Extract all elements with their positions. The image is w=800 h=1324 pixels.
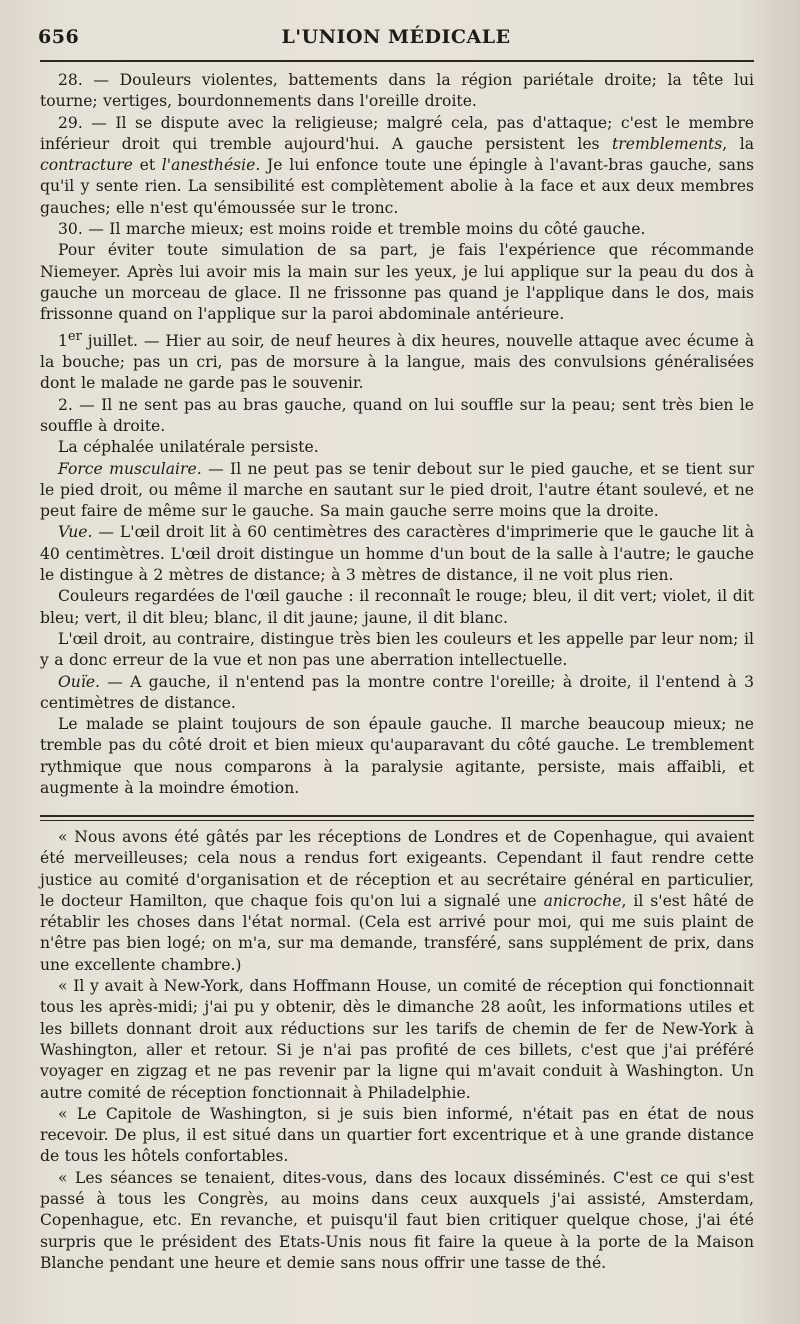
paragraph: « Le Capitole de Washington, si je suis bien informé, n'était pas en état de nous recevoir. De plus, il est situé dans un quartier fort excentrique et à une grande distance de tous les hôtels confortables. [40, 1104, 754, 1166]
letter-section [40, 827, 754, 1274]
paragraph: 1er juillet. — Hier au soir, de neuf heures à dix heures, nouvelle attaque avec écume à la bouche; pas un cri, pas de morsure à la langue, mais des convulsions généralisées dont le malade ne garde pas le souvenir. [40, 328, 754, 393]
running-header [38, 26, 754, 54]
paragraph: « Il y avait à New-York, dans Hoffmann House, un comité de réception qui fonctionnait tous les après-midi; j'ai pu y obtenir, dès le dimanche 28 août, les informations utiles et les billets donnant droit aux réductions sur les tarifs de chemin de fer de New-York à Washington, aller et retour. Si je n'ai pas profité de ces billets, c'est que j'ai préféré voyager en zigzag et ne pas revenir par la ligne qui m'avait conduit à Washington. Un autre comité de réception fonctionnait à Philadelphie. [40, 977, 754, 1102]
paragraph: 30. — Il marche mieux; est moins roide et tremble moins du côté gauche. [58, 220, 646, 239]
paragraph: 29. — Il se dispute avec la religieuse; malgré cela, pas d'attaque; c'est le membre inférieur droit qui tremble aujourd'hui. A gauche persistent les tremblements, la contracture et l'anesthésie. Je lui enfonce toute une épingle à l'avant-bras gauche, sans qu'il y sente rien. La sensibilité est complètement abolie à la face et aux deux membres gauches; elle n'est qu'émoussée sur le tronc. [40, 113, 754, 217]
paragraph: Pour éviter toute simulation de sa part, je fais l'expérience que récommande Niemeyer. Après lui avoir mis la main sur les yeux, je lui applique sur la peau du dos à gauche un morceau de glace. Il ne frissonne pas quand je l'applique dans le dos, mais frissonne quand on l'applique sur la paroi abdominale antérieure. [40, 241, 754, 324]
section-divider [40, 815, 754, 821]
paragraph: « Les séances se tenaient, dites-vous, dans des locaux disséminés. C'est ce qui s'est passé à tous les Congrès, au moins dans ceux auxquels j'ai assisté, Amsterdam, Copenhague, etc. En revanche, et puisqu'il faut bien critiquer quelque chose, j'ai été surpris que le président des Etats-Unis nous fit faire la queue à la porte de la Maison Blanche pendant une heure et demie sans nous offrir une tasse de thé. [40, 1168, 754, 1272]
paragraph: « Nous avons été gâtés par les réceptions de Londres et de Copenhague, qui avaient été merveilleuses; cela nous a rendus fort exigeants. Cependant il faut rendre cette justice au comité d'organisation et de réception et au secrétaire général en particulier, le docteur Hamilton, que chaque fois qu'on lui a signalé une anicroche, il s'est hâté de rétablir les choses dans l'état normal. (Cela est arrivé pour moi, qui me suis plaint de n'être pas bien logé; on m'a, sur ma demande, transféré, sans supplément de prix, dans une excellente chambre.) [40, 828, 754, 974]
journal-title: L'UNION MÉDICALE [281, 26, 511, 48]
case-observation-section [40, 70, 754, 799]
paragraph: 2. — Il ne sent pas au bras gauche, quand on lui souffle sur la peau; sent très bien le souffle à droite. [40, 395, 754, 435]
paragraph: Vue. — L'œil droit lit à 60 centimètres des caractères d'imprimerie que le gauche lit à 40 centimètres. L'œil droit distingue un homme d'un bout de la salle à l'autre; le gauche le distingue à 2 mètres de distance; à 3 mètres de distance, il ne voit plus rien. [40, 523, 754, 585]
page-number: 656 [38, 26, 80, 48]
header-rule [40, 60, 754, 62]
paragraph: Le malade se plaint toujours de son épaule gauche. Il marche beaucoup mieux; ne tremble pas du côté droit et bien mieux qu'auparavant du côté gauche. Le tremblement rythmique que nous comparons à la paralysie agitante, persiste, mais affaibli, et augmente à la moindre émotion. [40, 715, 754, 797]
paragraph: Force musculaire. — Il ne peut pas se tenir debout sur le pied gauche, et se tient sur le pied droit, ou même il marche en sautant sur le pied droit, l'autre étant soulevé, et ne peut faire de même sur le gauche. Sa main gauche serre moins que la droite. [40, 459, 755, 521]
paragraph: La céphalée unilatérale persiste. [58, 438, 319, 457]
paragraph: Ouïe. — A gauche, il n'entend pas la montre contre l'oreille; à droite, il l'entend à 3 centimètres de distance. [40, 672, 754, 712]
paragraph: L'œil droit, au contraire, distingue très bien les couleurs et les appelle par leur nom; il y a donc erreur de la vue et non pas une aberration intellectuelle. [40, 629, 754, 670]
paragraph: 28. — Douleurs violentes, battements dans la région pariétale droite; la tête lui tourne; vertiges, bourdonnements dans l'oreille droite. [40, 71, 754, 111]
paragraph: Couleurs regardées de l'œil gauche : il reconnaît le rouge; bleu, il dit vert; violet, il dit bleu; vert, il dit bleu; blanc, il dit jaune; jaune, il dit blanc. [40, 587, 754, 627]
